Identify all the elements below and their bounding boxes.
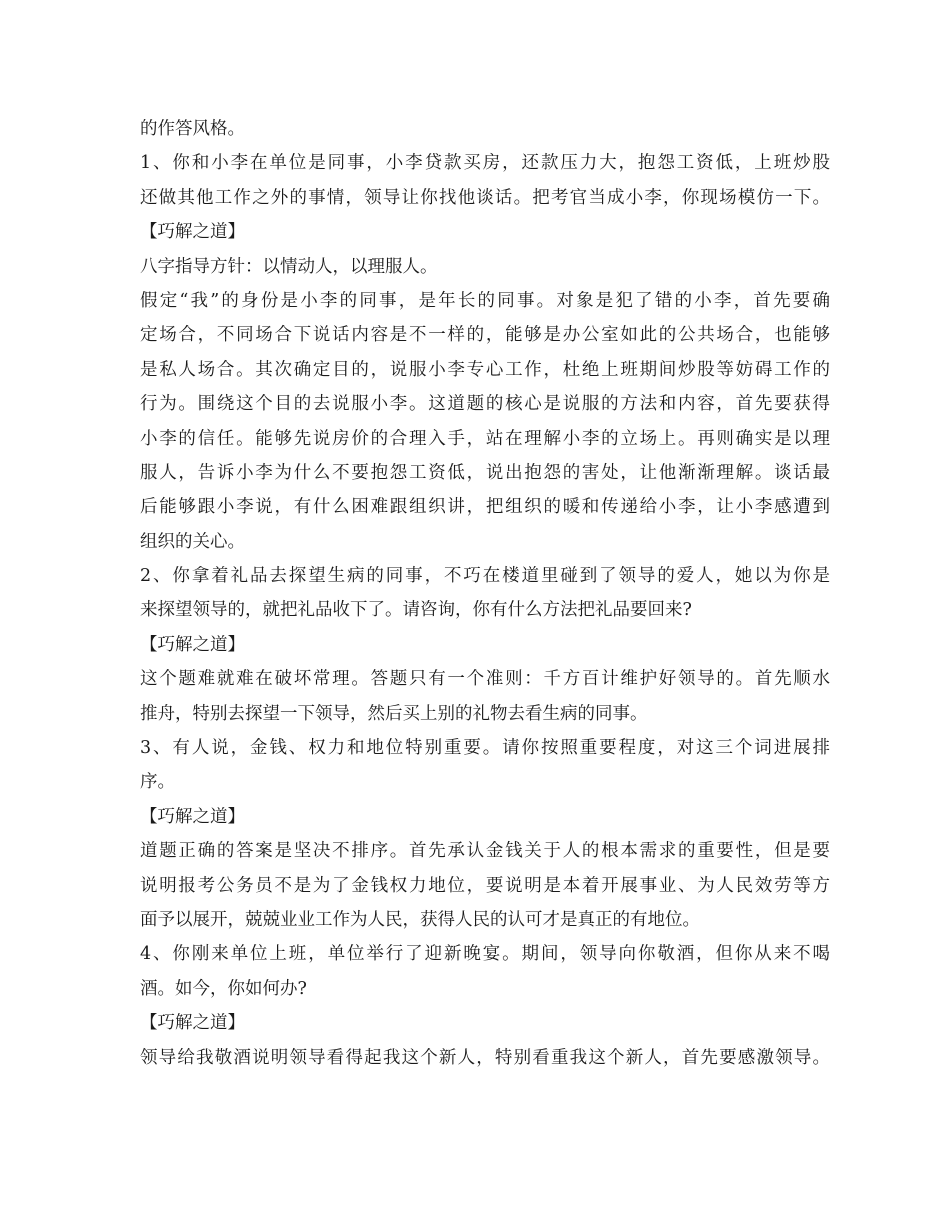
answer-heading: 【巧解之道】 bbox=[140, 806, 245, 827]
question-4-line: 酒。如今，你如何办? bbox=[140, 978, 307, 999]
answer-1-line: 假定“我”的身份是小李的同事，是年长的同事。对象是犯了错的小李，首先要确 bbox=[140, 290, 830, 311]
answer-1-line: 是私人场合。其次确定目的，说服小李专心工作，杜绝上班期间炒股等妨碍工作的 bbox=[140, 359, 830, 380]
question-4-line: 4、你刚来单位上班，单位举行了迎新晚宴。期间，领导向你敬酒，但你从来不喝 bbox=[140, 944, 830, 965]
answer-1-line: 后能够跟小李说，有什么困难跟组织讲，把组织的暖和传递给小李，让小李感遭到 bbox=[140, 497, 830, 518]
answer-3-line: 面予以展开，兢兢业业工作为人民，获得人民的认可才是真正的有地位。 bbox=[140, 909, 700, 930]
answer-heading: 【巧解之道】 bbox=[140, 634, 245, 655]
answer-1-line: 小李的信任。能够先说房价的合理入手，站在理解小李的立场上。再则确实是以理 bbox=[140, 428, 830, 449]
answer-2-line: 这个题难就难在破坏常理。答题只有一个准则：千方百计维护好领导的。首先顺水 bbox=[140, 669, 830, 690]
question-1-line: 还做其他工作之外的事情，领导让你找他谈话。把考官当成小李，你现场模仿一下。 bbox=[140, 187, 830, 208]
answer-3-line: 说明报考公务员不是为了金钱权力地位，要说明是本着开展事业、为人民效劳等方 bbox=[140, 875, 830, 896]
answer-heading: 【巧解之道】 bbox=[140, 222, 245, 243]
answer-1-line: 行为。围绕这个目的去说服小李。这道题的核心是说服的方法和内容，首先要获得 bbox=[140, 394, 830, 415]
document-body bbox=[140, 112, 830, 1075]
question-1-line: 1、你和小李在单位是同事，小李贷款买房，还款压力大，抱怨工资低，上班炒股 bbox=[140, 153, 830, 174]
answer-1-line: 组织的关心。 bbox=[140, 531, 245, 552]
question-3-line: 3、有人说，金钱、权力和地位特别重要。请你按照重要程度，对这三个词进展排 bbox=[140, 738, 830, 759]
question-2-line: 2、你拿着礼品去探望生病的同事，不巧在楼道里碰到了领导的爱人，她以为你是 bbox=[140, 566, 830, 587]
question-2-line: 来探望领导的，就把礼品收下了。请咨询，你有什么方法把礼品要回来? bbox=[140, 600, 692, 621]
answer-3-line: 道题正确的答案是坚决不排序。首先承认金钱关于人的根本需求的重要性，但是要 bbox=[140, 841, 830, 862]
answer-heading: 【巧解之道】 bbox=[140, 1013, 245, 1034]
answer-1-line: 定场合，不同场合下说话内容是不一样的，能够是办公室如此的公共场合，也能够 bbox=[140, 325, 830, 346]
text-line: 的作答风格。 bbox=[140, 119, 245, 139]
text-line: 八字指导方针：以情动人，以理服人。 bbox=[140, 256, 438, 277]
question-3-line: 序。 bbox=[140, 772, 175, 793]
answer-1-line: 服人，告诉小李为什么不要抱怨工资低，说出抱怨的害处，让他渐渐理解。谈话最 bbox=[140, 462, 830, 483]
answer-2-line: 推舟，特别去探望一下领导，然后买上别的礼物去看生病的同事。 bbox=[140, 703, 648, 724]
answer-4-line: 领导给我敬酒说明领导看得起我这个新人，特别看重我这个新人，首先要感激领导。 bbox=[140, 1047, 830, 1068]
